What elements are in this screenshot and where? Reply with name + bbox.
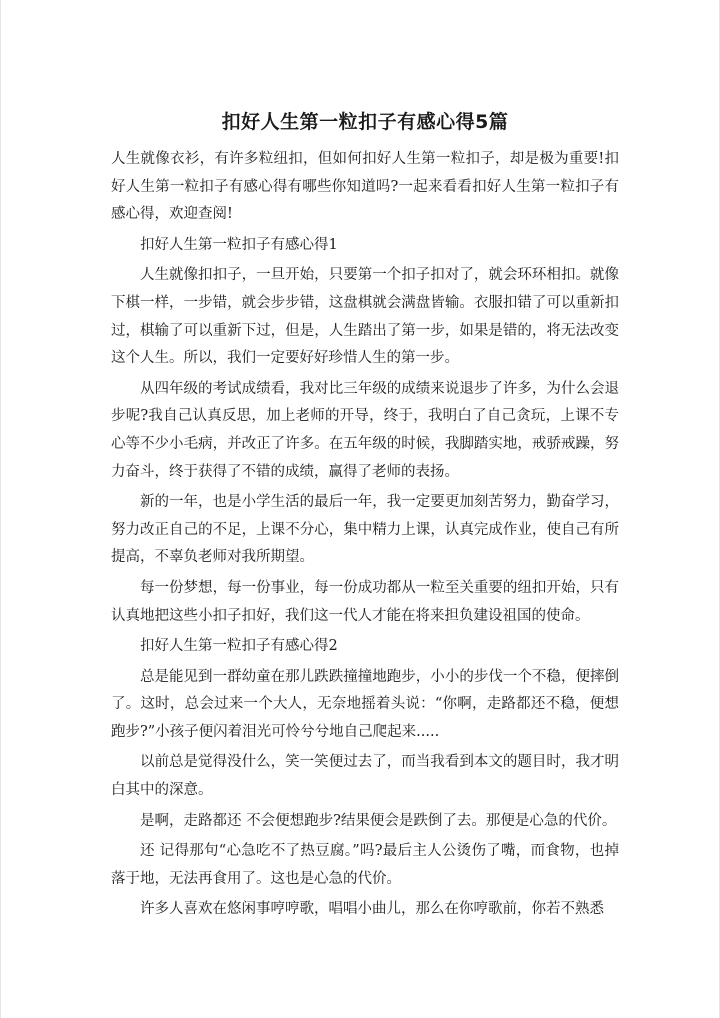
section-1-paragraph-1: 人生就像扣扣子，一旦开始，只要第一个扣子扣对了，就会环环相扣。就像下棋一样，一步错，就会步步错，这盘棋就会满盘皆输。衣服扣错了可以重新扣过，棋输了可以重新下过，但是，人生踏出了第一步，如果是错的，将无法改变这个人生。所以，我们一定要好好珍惜人生的第一步。 — [111, 267, 619, 367]
section-heading-2: 扣好人生第一粒扣子有感心得2 — [140, 638, 338, 655]
section-2-paragraph-3: 是啊，走路都还 不会便想跑步?结果便会是跌倒了去。那便是心急的代价。 — [140, 812, 617, 829]
section-2-paragraph-5: 许多人喜欢在悠闲事哼哼歌，唱唱小曲儿，那么在你哼歌前，你若不熟悉 — [140, 901, 604, 918]
section-1-paragraph-2: 从四年级的考试成绩看，我对比三年级的成绩来说退步了许多，为什么会退步呢?我自己认真反思，加上老师的开导，终于，我明白了自己贪玩，上课不专心等不少小毛病，并改正了许多。在五年级的时候，我脚踏实地，戒骄戒躁，努力奋斗，终于获得了不错的成绩，赢得了老师的表扬。 — [111, 380, 619, 480]
section-1-paragraph-4: 每一份梦想，每一份事业，每一份成功都从一粒至关重要的纽扣开始，只有认真地把这些小扣子扣好，我们这一代人才能在将来担负建设祖国的使命。 — [111, 579, 619, 624]
section-2-paragraph-2: 以前总是觉得没什么，笑一笑便过去了，而当我看到本文的题目时，我才明白其中的深意。 — [111, 754, 619, 799]
section-heading-1: 扣好人生第一粒扣子有感心得1 — [140, 236, 338, 253]
section-2-paragraph-1: 总是能见到一群幼童在那儿跌跌撞撞地跑步，小小的步伐一个不稳，便摔倒了。这时，总会过来一个大人，无奈地摇着头说：“你啊，走路都还不稳，便想跑步?”小孩子便闪着泪光可怜兮兮地自己爬起来..... — [111, 668, 619, 740]
intro-paragraph: 人生就像衣衫，有许多粒纽扣，但如何扣好人生第一粒扣子，却是极为重要!扣好人生第一粒扣子有感心得有哪些你知道吗?一起来看看扣好人生第一粒扣子有感心得，欢迎查阅! — [111, 151, 619, 223]
document-body — [111, 108, 619, 927]
document-title: 扣好人生第一粒扣子有感心得5篇 — [221, 111, 509, 133]
section-2-paragraph-4: 还 记得那句“心急吃不了热豆腐。”吗?最后主人公烫伤了嘴，而食物，也掉落于地，无法再食用了。这也是心急的代价。 — [111, 843, 619, 887]
section-1-paragraph-3: 新的一年，也是小学生活的最后一年，我一定要更加刻苦努力，勤奋学习，努力改正自己的不足，上课不分心，集中精力上课，认真完成作业，使自己有所提高，不辜负老师对我所期望。 — [111, 494, 619, 566]
